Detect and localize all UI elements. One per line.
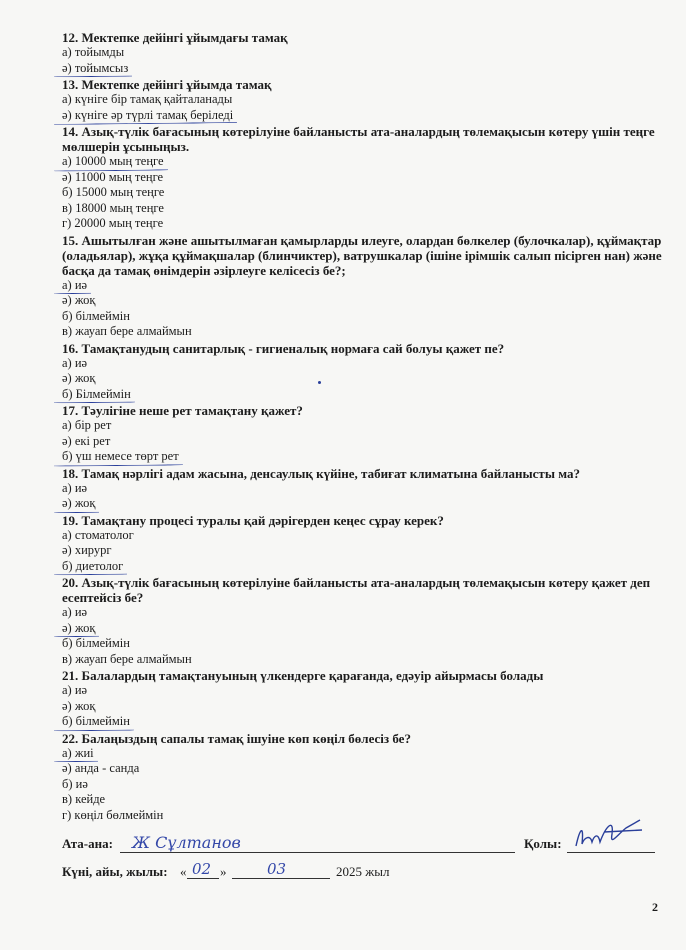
parent-signature-line: [120, 852, 515, 853]
answer-option[interactable]: б) білмеймін: [62, 308, 130, 323]
answer-option[interactable]: а) иә: [62, 605, 88, 619]
question-list: [62, 29, 662, 823]
signature-scribble-icon: [570, 816, 650, 854]
month-line: [232, 878, 330, 879]
question-title: 19. Тамақтану процесі туралы қай дәрігерден кеңес сұрау керек?: [62, 512, 444, 528]
selected-answer-option[interactable]: б) диетолог: [62, 558, 124, 573]
selected-answer-option[interactable]: ә) тойымсыз: [62, 60, 129, 75]
page-number: 2: [652, 900, 658, 914]
question-title: 17. Тәулігіне неше рет тамақтану қажет?: [62, 403, 303, 418]
ink-dot: [318, 381, 321, 384]
answer-option[interactable]: б) иә: [62, 776, 88, 791]
selected-answer-option[interactable]: ә) жоқ: [62, 496, 96, 510]
answer-option[interactable]: ә) 11000 мың теңге: [62, 169, 164, 184]
answer-option[interactable]: г) көңіл бөлмеймін: [62, 807, 164, 822]
question-title: 22. Балаңыздың сапалы тамақ ішуіне көп көңіл бөлесіз бе?: [62, 730, 411, 746]
date-close-quote: »: [220, 864, 227, 879]
answer-option[interactable]: в) жауап бере алмаймын: [62, 324, 192, 338]
answer-option[interactable]: в) кейде: [62, 792, 106, 806]
answer-option[interactable]: а) иә: [62, 355, 88, 370]
answer-option[interactable]: ә) анда - санда: [62, 761, 140, 775]
answer-option[interactable]: в) жауап бере алмаймын: [62, 651, 192, 666]
selected-answer-option[interactable]: ә) жоқ: [62, 620, 96, 635]
signature-block: [62, 833, 662, 892]
question-title: 14. Азық-түлік бағасының көтерілуіне байланысты ата-аналардың төлемақысын көтеру үшін теңге мөлшерін ұсыныңыз.: [62, 124, 655, 154]
answer-option[interactable]: ә) жоқ: [62, 371, 96, 385]
selected-answer-option[interactable]: б) Білмеймін: [62, 386, 131, 401]
selected-answer-option[interactable]: б) үш немесе төрт рет: [62, 449, 179, 463]
answer-option[interactable]: в) 18000 мың теңге: [62, 200, 164, 215]
date-open-quote: «: [180, 864, 187, 879]
selected-answer-option[interactable]: а) иә: [62, 277, 88, 292]
answer-option[interactable]: ә) жоқ: [62, 698, 96, 713]
selected-answer-option[interactable]: а) жиі: [62, 745, 94, 760]
question-title: 12. Мектепке дейінгі ұйымдағы тамақ: [62, 30, 288, 45]
answer-option[interactable]: г) 20000 мың теңге: [62, 216, 164, 230]
question-title: 15. Ашытылған және ашытылмаған қамырларды илеуге, олардан бөлкелер (булочкалар), құймақтар (оладьялар), жұқа құймақшалар (блинчиктер), ватрушкалар (ішіне ірімшік салып пісірген нан) және басқа да тамақ өнімдерін әзірлеуге келісесіз бе?;: [62, 232, 662, 278]
parent-label: Ата-ана:: [62, 836, 113, 851]
answer-option[interactable]: ә) хирург: [62, 543, 112, 557]
answer-option[interactable]: б) 15000 мың теңге: [62, 185, 165, 199]
question-title: 20. Азық-түлік бағасының көтерілуіне байланысты ата-аналардың төлемақысын көтеру қажет деп есептейсіз бе?: [62, 575, 651, 605]
date-year: 2025 жыл: [336, 864, 390, 879]
answer-option[interactable]: ә) жоқ: [62, 293, 96, 307]
selected-answer-option[interactable]: ә) күніге әр түрлі тамақ беріледі: [62, 107, 234, 122]
question-title: 16. Тамақтанудың санитарлық - гигиеналық нормаға сай болуы қажет пе?: [62, 340, 505, 356]
date-label: Күні, айы, жылы:: [62, 864, 168, 879]
answer-option[interactable]: а) стоматолог: [62, 527, 134, 542]
answer-option[interactable]: а) иә: [62, 480, 88, 495]
selected-answer-option[interactable]: а) 10000 мың теңге: [62, 154, 164, 168]
day-line: [187, 878, 219, 879]
question-title: 21. Балалардың тамақтануының үлкендерге қарағанда, едәуір айырмасы болады: [62, 668, 544, 683]
signature-label: Қолы:: [524, 836, 562, 851]
parent-row: [62, 833, 662, 864]
question-title: 18. Тамақ нәрлігі адам жасына, денсаулық күйіне, табиғат климатына байланысты ма?: [62, 465, 580, 481]
date-row: [62, 860, 662, 892]
answer-option[interactable]: а) бір рет: [62, 418, 112, 432]
selected-answer-option[interactable]: б) білмеймін: [62, 714, 130, 728]
question-title: 13. Мектепке дейінгі ұйымда тамақ: [62, 77, 272, 92]
answer-option[interactable]: ә) екі рет: [62, 433, 111, 448]
answer-option[interactable]: б) білмеймін: [62, 636, 130, 650]
answer-option[interactable]: а) иә: [62, 683, 88, 697]
answer-option[interactable]: а) тойымды: [62, 45, 125, 59]
answer-option[interactable]: а) күніге бір тамақ қайталанады: [62, 92, 233, 106]
date-month: 03: [267, 860, 287, 878]
parent-handwritten-name: Ж Сұлтанов: [132, 833, 241, 852]
date-day: 02: [192, 860, 212, 878]
